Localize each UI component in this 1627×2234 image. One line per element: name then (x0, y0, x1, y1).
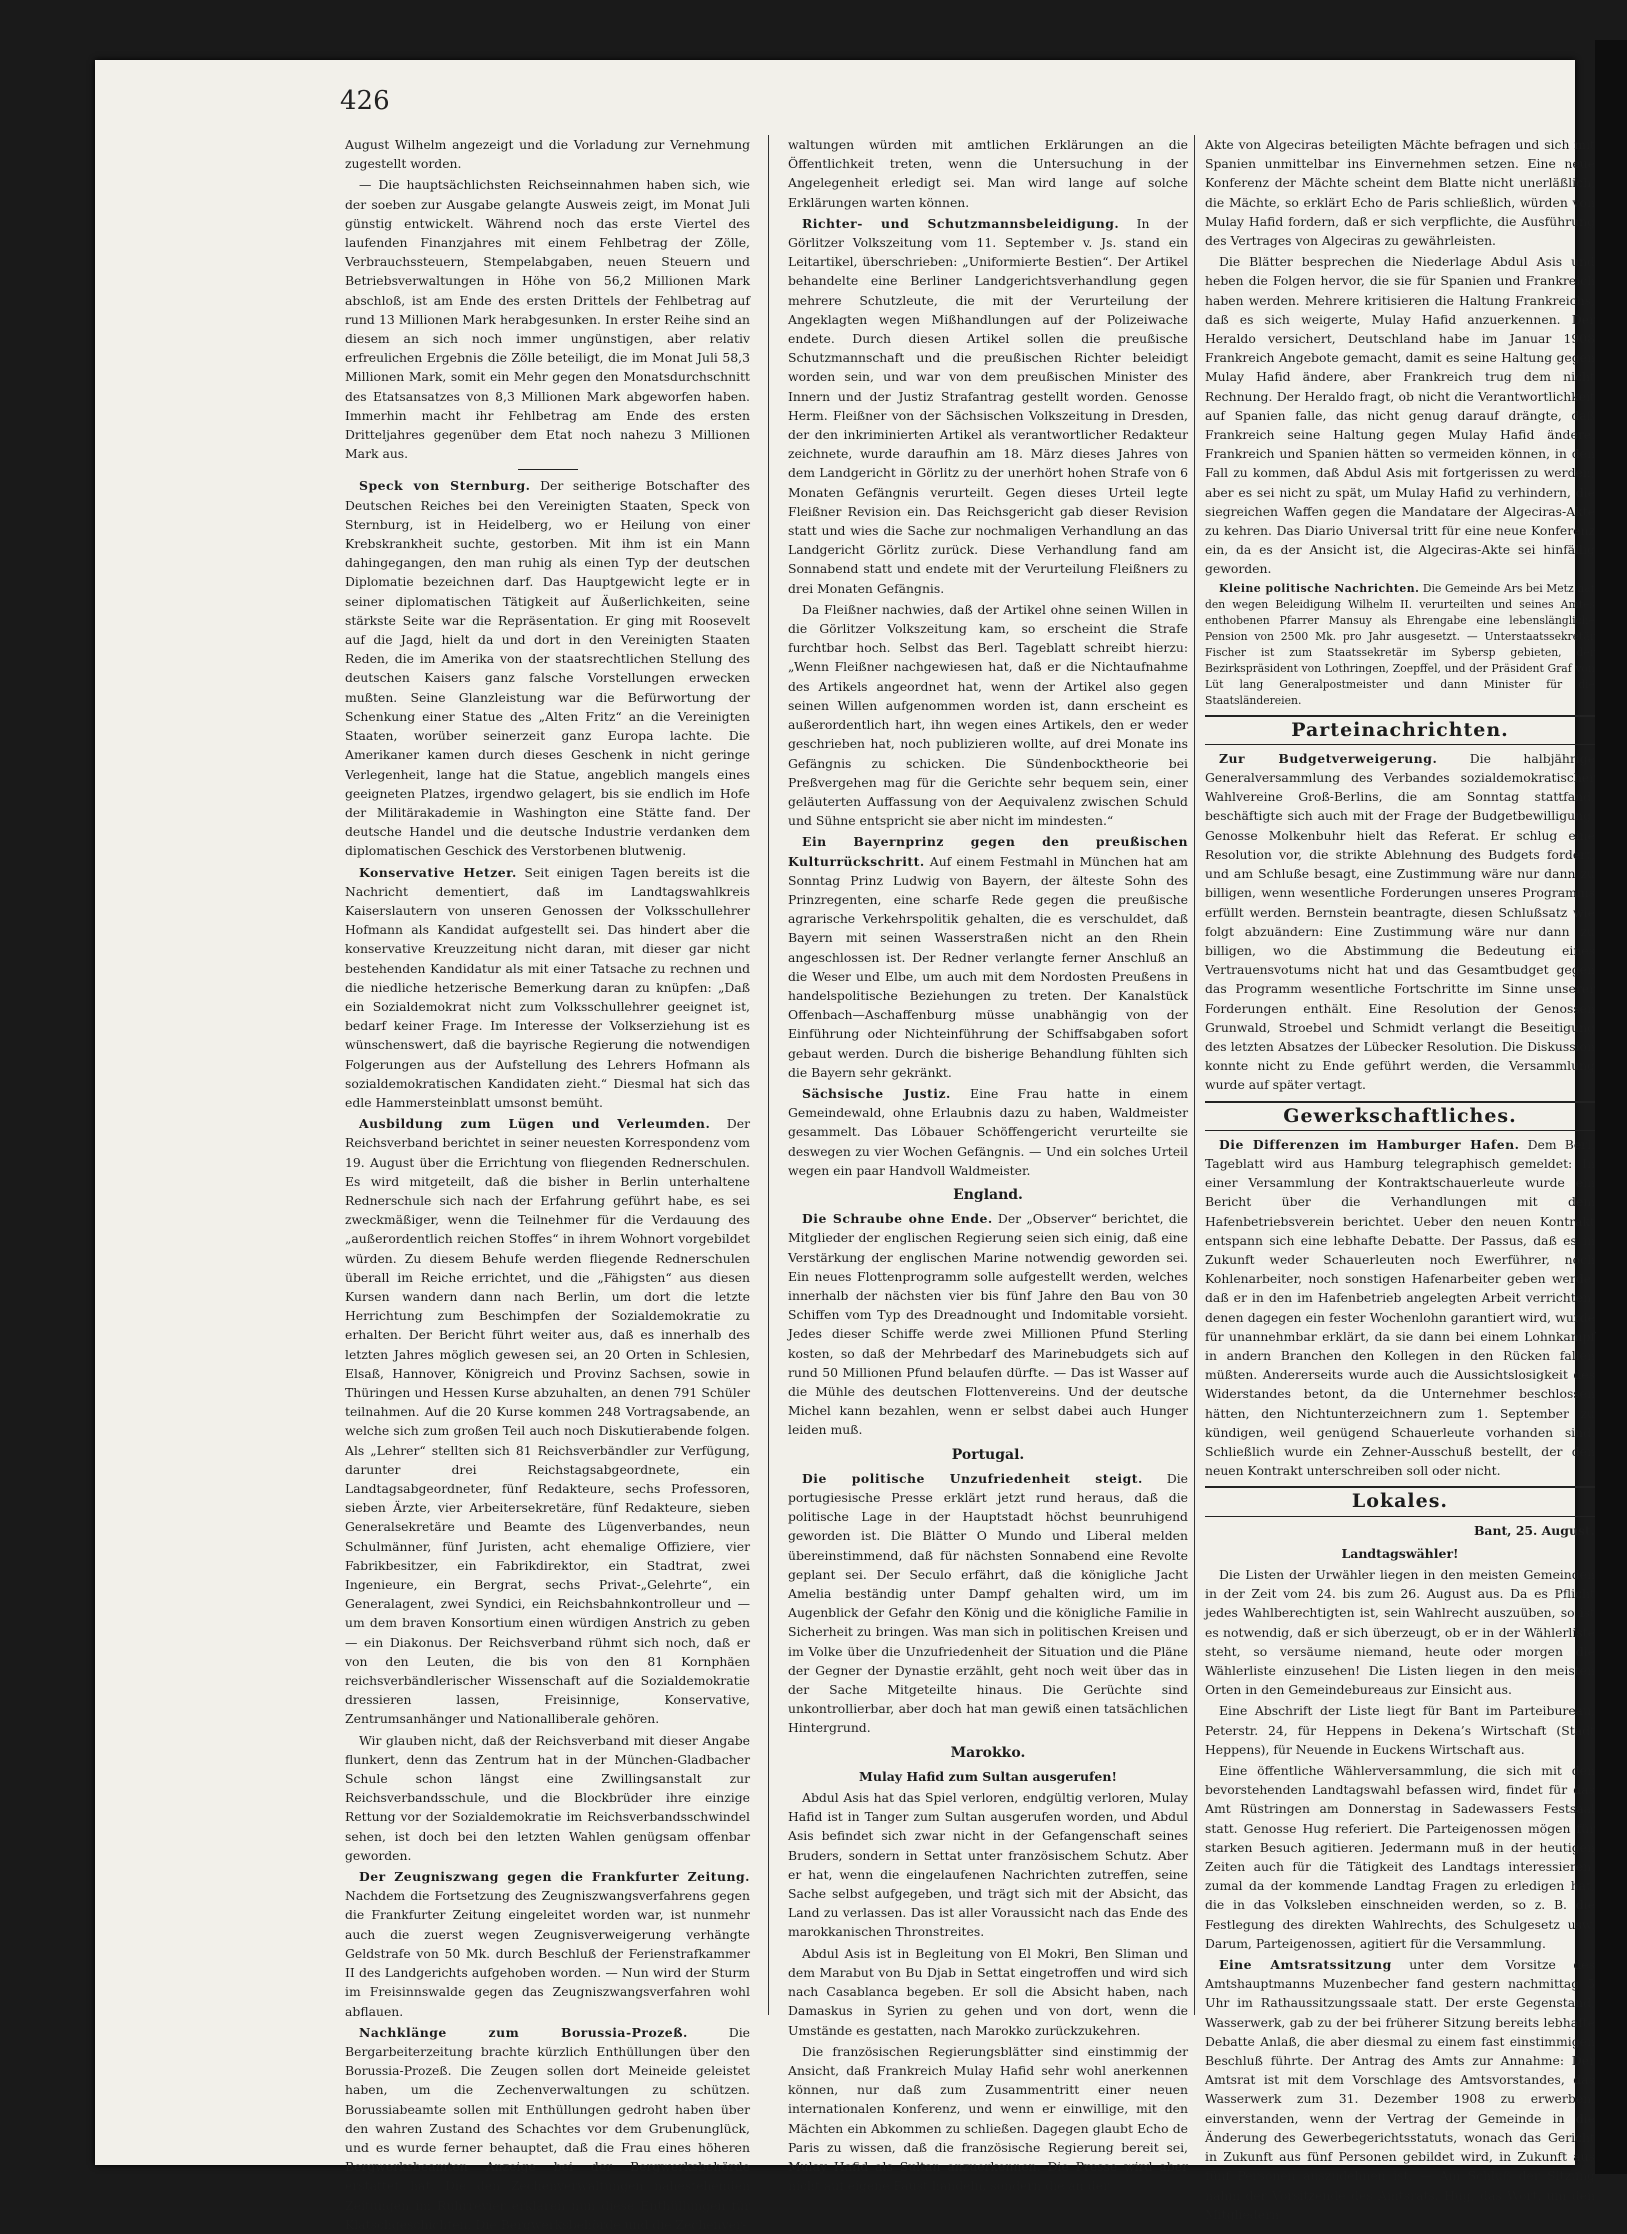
article-paragraph (788, 2042, 1188, 2196)
article-text: Akte von Algeciras beteiligten Mächte befragen und sich mit Spanien unmittelbar ins Einvernehmen setzen. Eine neue Konferenz der Mächte scheint dem Blatte nicht unerläßlich, die Mächte, so erklärt Echo de Paris schließlich, würden von Mulay Hafid fordern, daß er sich verpflichte, die Ausführung des Vertrages von Algeciras zu gewährleisten. (1205, 137, 1595, 249)
article-paragraph (345, 863, 750, 1113)
article-text: In der Görlitzer Volkszeitung vom 11. September v. Js. stand ein Leitartikel, überschrieben: „Uniformierte Bestien“. Der Artikel behandelte eine Berliner Landgerichtsverhandlung gegen mehrere Schutzleute, die mit der Verurteilung der Angeklagten wegen Mißhandlungen auf der Polizeiwache endete. Durch diesen Artikel sollen die preußische Schutzmannschaft und die preußischen Richter beleidigt worden sein, und war von dem preußischen Minister des Innern und der Justiz Strafantrag gestellt worden. Genosse Herm. Fleißner von der Sächsischen Volkszeitung in Dresden, der den inkriminierten Artikel als verantwortlicher Redakteur zeichnete, wurde daraufhin am 18. März dieses Jahres von dem Landgericht in Görlitz zu der unerhört hohen Strafe von 6 Monaten Gefängnis verurteilt. Gegen dieses Urteil legte Fleißner Revision ein. Das Reichsgericht gab dieser Revision statt und wies die Sache zur nochmaligen Verhandlung an das Landgericht Görlitz zurück. Diese Verhandlung fand am Sonnabend statt und endete mit der Verurteilung Fleißners zu drei Monaten Gefängnis. (788, 215, 1188, 596)
article-text: Die halbjährige Generalversammlung des Verbandes sozialdemokratischer Wahlvereine Groß-Berlins, die am Sonntag stattfand, beschäftigte sich auch mit der Frage der Budgetbewilligung. Genosse Molkenbuhr hielt das Referat. Er schlug eine Resolution vor, die strikte Ablehnung des Budgets fordert, und am Schluße besagt, eine Zustimmung wäre nur dann zu billigen, wenn wesentliche Forderungen unseres Programms erfüllt werden. Bernstein beantragte, diesen Schlußsatz wie folgt abzuändern: Eine Zustimmung wäre nur dann zu billigen, wo die Abstimmung die Bedeutung eines Vertrauensvotums nicht hat und das Gesamtbudget gegen das Programm wesentliche Fortschritte im Sinne unserer Forderungen enthält. Eine Resolution der Genossen Grunwald, Stroebel und Schmidt verlangt die Beseitigung des letzten Absatzes der Lübecker Resolution. Die Diskussion konnte nicht zu Ende geführt werden, die Versammlung wurde auf später vertagt. (1205, 750, 1596, 1093)
article-separator (518, 469, 578, 470)
article-text: Die portugiesische Presse erklärt jetzt rund heraus, daß die politische Lage in der Hauptstadt höchst beunruhigend geworden ist. Die Blätter O Mundo und Liberal melden übereinstimmend, daß für nächsten Sonnabend eine Revolte geplant sei. Der Seculo erfährt, daß die königliche Jacht Amelia beständig unter Dampf gehalten wird, um im Augenblick der Gefahr den König und die königliche Familie in Sicherheit zu bringen. Was man sich in politischen Kreisen und im Volke über die Unzufriedenheit der Situation und die Pläne der Gegner der Dynastie erzählt, geht noch weit über das in der Sache Mitgeteilte hinaus. Die Gerüchte sind unkontrollierbar, aber doch hat man gewiß einen tatsächlichen Hintergrund. (788, 1470, 1188, 1736)
subheading: Mulay Hafid zum Sultan ausgerufen! (859, 1768, 1117, 1784)
article-paragraph (345, 476, 750, 860)
column-2 (788, 135, 1188, 2194)
article-paragraph (788, 214, 1188, 598)
article-paragraph (345, 1867, 750, 2021)
article-text: Die Listen der Urwähler liegen in den meisten Gemeinden in der Zeit vom 24. bis zum 26. August aus. Da es Pflicht jedes Wahlberechtigten ist, sein Wahlrecht auszuüben, so ist es notwendig, daß er sich überzeugt, ob er in der Wählerliste steht, so versäume niemand, heute oder morgen die Wählerliste einzusehen! Die Listen liegen in den meisten Orten in den Gemeindebureaus zur Einsicht aus. (1205, 1567, 1595, 1698)
article-headline: Kleine politische Nachrichten. (1219, 581, 1420, 595)
article-paragraph (788, 1209, 1188, 1439)
article-paragraph (788, 1944, 1188, 2040)
article-paragraph (1205, 1135, 1595, 1481)
article-text: Nachdem die Fortsetzung des Zeugniszwangsverfahrens gegen die Frankfurter Zeitung eingeleitet worden war, ist nunmehr auch die zuerst wegen Zeugnisverweigerung verhängte Geldstrafe von 50 Mk. durch Beschluß der Ferienstrafkammer II des Landgerichts aufgehoben worden. — Nun wird der Sturm im Freisinnswalde gegen das Zeugniszwangsverfahren wohl abflauen. (345, 1888, 750, 2019)
article-text: Eine öffentliche Wählerversammlung, die sich mit den bevorstehenden Landtagswahl befassen wird, findet für das Amt Rüstringen am Donnerstag in Sadewassers Festsaal statt. Genosse Hug referiert. Die Parteigenossen mögen für starken Besuch agitieren. Jedermann muß in der heutigen Zeiten auch für die Tätigkeit des Landtags interessieren, zumal da der kommende Landtag Fragen zu erledigen hat, die in das Volksleben einschneiden werden, so z. B. die Festlegung des direkten Wahlrechts, des Schulgesetz usw. Darum, Parteigenossen, agitiert für die Versammlung. (1205, 1763, 1595, 1951)
article-paragraph (345, 175, 750, 463)
article-paragraph (345, 2023, 750, 2234)
article-text: unter dem Vorsitze des Amtshauptmanns Muzenbecher fand gestern nachmittag 5 Uhr im Rathaussitzungssaale statt. Der erste Gegenstand, Wasserwerk, gab zu der bei früherer Sitzung bereits lebhafte Debatte Anlaß, die aber diesmal zu einem fast einstimmigen Beschluß führte. Der Antrag des Amts zur Annahme: Der Amtsrat ist mit dem Vorschlage des Amtsvorstandes, das Wasserwerk zum 31. Dezember 1908 zu erwerben, einverstanden, wenn der Vertrag der Gemeinde in die Änderung des Gewerbegerichtsstatuts, wonach das Gericht in Zukunft aus fünf Personen gebildet wird, in Zukunft aus fünf Personen auszudehnen ist. — Am Schluß der Sitzung nahm der Vorsitzende des Amtsrats, Hug, das Wort, um den Mitgliedern (1205, 1957, 1595, 2222)
article-headline: Die Differenzen im Hamburger Hafen. (1219, 1136, 1520, 1152)
article-text: waltungen würden mit amtlichen Erklärungen an die Öffentlichkeit treten, wenn die Untersuchung in der Angelegenheit erledigt sei. Man wird lange auf solche Erklärungen warten können. (788, 137, 1188, 210)
article-headline: Die Schraube ohne Ende. (802, 1211, 993, 1227)
article-headline: Zur Budgetverweigerung. (1219, 750, 1438, 766)
page-number: 426 (340, 86, 390, 116)
column-rule (1194, 135, 1195, 2015)
article-text: Die Gemeinde Ars bei Metz hat den wegen Beleidigung Wilhelm II. verurteilten und seines Amtes enthobenen Pfarrer Mansuy als Ehrengabe eine lebenslängliche Pension von 2500 Mk. pro Jahr ausgesetzt. — Unterstaatssekretär Fischer ist zum Staatssekretär im Sybersp gebieten, der Bezirkspräsident von Lothringen, Zoepffel, und der Präsident Graf von Lüt lang Generalpostmeister und dann Minister für die Staatsländereien. (1205, 581, 1596, 707)
section-heading: Marokko. (950, 1744, 1026, 1761)
article-text: Der „Observer“ berichtet, die Mitglieder der englischen Regierung seien sich einig, daß eine Verstärkung der englischen Marine notwendig geworden sei. Ein neues Flottenprogramm solle aufgestellt werden, welches innerhalb der nächsten vier bis fünf Jahre den Bau von 30 Schiffen vom Typ des Dreadnought und Indomitable vorsieht. Jedes dieser Schiffe werde zwei Millionen Pfund Sterling kosten, so daß der Mehrbedarf des Marinebudgets sich auf rund 50 Millionen Pfund belaufen dürfte. — Das ist Wasser auf die Mühle des deutschen Flottenvereins. Und der deutsche Michel kann bezahlen, wenn er selbst dabei auch Hunger leiden muß. (788, 1211, 1188, 1438)
article-headline: Ausbildung zum Lügen und Verleumden. (359, 1116, 711, 1132)
article-paragraph (1205, 1565, 1595, 1699)
article-headline: Nachklänge zum Borussia-Prozeß. (359, 2024, 688, 2040)
article-paragraph (1205, 1761, 1595, 1953)
article-text: Auf einem Festmahl in München hat am Sonntag Prinz Ludwig von Bayern, der älteste Sohn des Prinzregenten, eine scharfe Rede gegen die preußische agrarische Verkehrspolitik gehalten, die es verschuldet, daß Bayern mit seinen Wasserstraßen nicht an den Rhein angeschlossen ist. Der Redner verlangte ferner Anschluß an die Weser und Elbe, um auch mit dem Nordosten Preußens in handelspolitische Beziehungen zu treten. Der Kanalstück Offenbach—Aschaffenburg müsse unabhängig von der Einführung oder Nichteinführung der Schiffsabgaben sofort gebaut werden. Durch die bisherige Behandlung fühlten sich die Bayern sehr gekränkt. (788, 853, 1188, 1080)
section-heading: Parteinachrichten. (1205, 715, 1595, 745)
column-1 (345, 135, 750, 2232)
article-paragraph (788, 1084, 1188, 1180)
article-headline: Richter- und Schutzmannsbeleidigung. (802, 215, 1120, 231)
column-3 (1205, 135, 1596, 2222)
article-headline: Die politische Unzufriedenheit steigt. (802, 1470, 1143, 1486)
article-paragraph (1205, 1701, 1595, 1759)
article-headline: Sächsische Justiz. (802, 1085, 951, 1101)
article-paragraph (788, 832, 1188, 1082)
article-paragraph (345, 135, 750, 173)
article-text: Wir glauben nicht, daß der Reichsverband mit dieser Angabe flunkert, denn das Zentrum hat in der München-Gladbacher Schule schon längst eine Zwillingsanstalt zur Reichsverbandsschule, und die Blockbrüder ihre einzige Rettung vor der Sozialdemokratie im Reichsverbandsschwindel sehen, ist doch bei den letzten Wahlen genügsam offenbar geworden. (345, 1732, 750, 1863)
article-paragraph (1205, 252, 1595, 578)
article-paragraph (1205, 135, 1595, 250)
article-text: August Wilhelm angezeigt und die Vorladung zur Vernehmung zugestellt worden. (345, 137, 750, 172)
article-text: Die französischen Regierungsblätter sind einstimmig der Ansicht, daß Frankreich Mulay Hafid sehr wohl anerkennen können, nur daß zum Zusammentritt einer neuen internationalen Konferenz, und wenn er einwillige, mit den Mächten ein Abkommen zu schließen. Dagegen glaubt Echo de Paris zu wissen, daß die französische Regierung bereit sei, Mulay Hafid als Sultan anzuerkennen. Die Presse wird aber nicht auf eigene Faust handeln, sondern die an der (788, 2043, 1188, 2194)
section-heading: Portugal. (951, 1446, 1025, 1463)
article-paragraph (1205, 1955, 1595, 2224)
article-paragraph (788, 600, 1188, 830)
column-rule (768, 135, 769, 2015)
article-paragraph (1205, 749, 1595, 1095)
article-text: Die Bergarbeiterzeitung brachte kürzlich Enthüllungen über den Borussia-Prozeß. Die Zeugen sollen dort Meineide geleistet haben, um die Zechenverwaltungen zu schützen. Borussiabeamte sollen mit Enthüllungen gedroht haben über den wahren Zustand des Schachtes vor dem Grubenunglück, und es wurde ferner behauptet, daß die Frau eines höheren Bergwerksbeamten Anzeige bei der Bergwerksbehörde erstattet hat. Die den Zechenverwaltungen nahestehenden Zeitungen im Ruhrrevier erklären nun diese Enthüllungen für Klatschgeschichten. Die Bergwerksbehörde und die Zechenver- (345, 2024, 750, 2232)
article-headline: Speck von Sternburg. (359, 478, 531, 494)
article-paragraph (788, 135, 1188, 212)
article-paragraph (345, 1114, 750, 1729)
article-text: Dem Berl. Tageblatt wird aus Hamburg telegraphisch gemeldet: In einer Versammlung der Kontraktschauerleute wurde ein Bericht über die Verhandlungen mit dem Hafenbetriebsverein berichtet. Ueber den neuen Kontrakt entspann sich eine lebhafte Debatte. Der Passus, daß es in Zukunft weder Schauerleuten noch Ewerführer, noch Kohlenarbeiter, noch sonstigen Hafenarbeiter geben werde, daß er in den im Hafenbetrieb angelegten Arbeit verrichten, denen dagegen ein fester Wochenlohn garantiert wird, wurde für unannehmbar erklärt, da sie dann bei einem Lohnkampf in andern Branchen den Kollegen in den Rücken fallen müßten. Andererseits wurde auch die Aussichtslosigkeit des Widerstandes betont, da die Unternehmer beschlossen hätten, den Nichtunterzeichnern zum 1. September zu kündigen, weil genügend Schauerleute vorhanden sind. Schließlich wurde ein Zehner-Ausschuß bestellt, der den neuen Kontrakt unterschreiben soll oder nicht. (1205, 1136, 1595, 1479)
article-paragraph (345, 1731, 750, 1865)
article-text: Abdul Asis ist in Begleitung von El Mokri, Ben Sliman und dem Marabut von Bu Djab in Settat eingetroffen und wird sich nach Casablanca begeben. Er soll die Absicht haben, nach Damaskus in Syrien zu gehen und von dort, wenn die Umstände es gestatten, nach Marokko zurückzukehren. (788, 1945, 1188, 2038)
dateline: Bant, 25. August. (1473, 1522, 1595, 1538)
article-headline: Konservative Hetzer. (359, 864, 517, 880)
subheading: Landtagswähler! (1341, 1545, 1459, 1561)
article-text: Abdul Asis hat das Spiel verloren, endgültig verloren, Mulay Hafid ist in Tanger zum Sultan ausgerufen worden, und Abdul Asis befindet sich zwar nicht in der Gefangenschaft seines Bruders, sondern in Settat unter französischem Schutz. Aber er hat, wenn die eingelaufenen Nachrichten zutreffen, seine Sache selbst aufgegeben, und trägt sich mit der Absicht, das Land zu verlassen. Das ist aller Voraussicht nach das Ende des marokkanischen Thronstreites. (788, 1790, 1188, 1940)
section-heading: England. (953, 1186, 1023, 1203)
article-text: Da Fleißner nachwies, daß der Artikel ohne seinen Willen in die Görlitzer Volkszeitung kam, so erscheint die Strafe furchtbar hoch. Selbst das Berl. Tageblatt schreibt hierzu: „Wenn Fleißner nachgewiesen hat, daß er die Nichtaufnahme des Artikels angeordnet hat, wenn der Artikel also gegen seinen Willen aufgenommen worden ist, dann erscheint es außerordentlich hart, ihn wegen eines Artikels, den er weder geschrieben hat, noch publizieren wollte, auf drei Monate ins Gefängnis zu schicken. Die Sündenbocktheorie bei Preßvergehen mag für die Gerichte sehr bequem sein, einer geläuterten Auffassung von der Aequivalenz zwischen Schuld und Sühne entspricht sie aber nicht im mindesten.“ (788, 601, 1188, 829)
section-heading: Gewerkschaftliches. (1205, 1101, 1595, 1131)
article-headline: Eine Amtsratssitzung (1219, 1957, 1392, 1973)
section-heading: Lokales. (1205, 1486, 1595, 1516)
scan-edge (1595, 40, 1627, 2174)
article-headline: Der Zeugniszwang gegen die Frankfurter Zeitung. (359, 1869, 750, 1885)
article-text: — Die hauptsächlichsten Reichseinnahmen haben sich, wie der soeben zur Ausgabe gelangte Ausweis zeigt, im Monat Juli günstig entwickelt. Während noch das erste Viertel des laufenden Finanzjahres mit einem Fehlbetrag der Zölle, Verbrauchssteuern, Stempelabgaben, neuen Steuern und Betriebsverwaltungen in Höhe von 56,2 Millionen Mark abschloß, ist am Ende des ersten Drittels der Fehlbetrag auf rund 13 Millionen Mark herabgesunken. In erster Reihe sind an diesem an sich noch immer ungünstigen, aber relativ erfreulichen Ergebnis die Zölle beteiligt, die im Monat Juli 58,3 Millionen Mark, somit ein Mehr gegen den Monatsdurchschnitt des Etatsansatzes von 8,3 Millionen Mark abgeworfen haben. Immerhin macht ihr Fehlbetrag am Ende des ersten Dritteljahres gegenüber dem Etat noch nahezu 3 Millionen Mark aus. (345, 177, 750, 462)
article-text: Eine Frau hatte in einem Gemeindewald, ohne Erlaubnis dazu zu haben, Waldmeister gesammelt. Das Löbauer Schöffengericht verurteilte sie deswegen zu vier Wochen Gefängnis. — Und ein solches Urteil wegen ein paar Handvoll Waldmeister. (788, 1085, 1188, 1178)
article-headline: Ein Bayernprinz gegen den preußischen Kulturrückschritt. (788, 834, 1188, 869)
article-text: Eine Abschrift der Liste liegt für Bant im Parteibureau, Peterstr. 24, für Heppens in Dekena’s Wirtschaft (Stadt Heppens), für Neuende in Euckens Wirtschaft aus. (1205, 1703, 1595, 1757)
article-text: Der Reichsverband berichtet in seiner neuesten Korrespondenz vom 19. August über die Errichtung von fliegenden Rednerschulen. Es wird mitgeteilt, daß die bisher in Berlin unterhaltene Rednerschule sich nach der Erfahrung geführt habe, es sei zweckmäßiger, wenn die Teilnehmer für die Verdauung des „außerordentlich reichen Stoffes“ in ihrem Wohnort vorgebildet würden. Zu diesem Behufe werden fliegende Rednerschulen überall im Reiche errichtet, und die „Fähigsten“ aus diesen Kursen wandern dann nach Berlin, um dort die letzte Herrichtung zum Beschimpfen der Sozialdemokratie zu erhalten. Der Bericht führt weiter aus, daß es innerhalb des letzten Jahres möglich gewesen sei, an 20 Orten in Schlesien, Elsaß, Hannover, Königreich und Provinz Sachsen, sowie in Thüringen und Hessen Kurse abzuhalten, an denen 791 Schüler teilnahmen. Auf die 20 Kurse kommen 248 Vortragsabende, an welche sich zum großen Teil auch noch Diskutierabende folgen. Als „Lehrer“ stellten sich 81 Reichsverbändler zur Verfügung, darunter drei Reichstagsabgeordnete, ein Landtagsabgeordneter, fünf Redakteure, sechs Professoren, sieben Ärzte, vier Arbeitersekretäre, fünf Redakteure, sieben Generalsekretäre und Beamte des Lügenverbandes, neun Schulmänner, fünf Juristen, acht ehemalige Offiziere, vier Fabrikbesitzer, ein Fabrikdirektor, ein Stadtrat, zwei Ingenieure, ein Bergrat, sechs Privat-„Gelehrte“, ein Generalagent, zwei Syndici, ein Reichsbahnkontrolleur und — um dem braven Konsortium einen würdigen Anstrich zu geben — ein Diakonus. Der Reichsverband rühmt sich noch, daß er von den Leuten, die bis von den 81 Kornphäen reichsverbändlerischer Wissenschaft auf die Sozialdemokratie dressieren lassen, Freisinnige, Konservative, Zentrumsanhänger und Nationalliberale gehören. (345, 1116, 750, 1727)
article-paragraph (788, 1788, 1188, 1942)
article-text: Der seitherige Botschafter des Deutschen Reiches bei den Vereinigten Staaten, Speck von Sternburg, ist in Heidelberg, wo er Heilung von einer Krebskrankheit suchte, gestorben. Mit ihm ist ein Mann dahingegangen, den man ruhig als einen Typ der deutschen Diplomatie bezeichnen darf. Das Hauptgewicht legte er in seiner diplomatischen Tätigkeit auf Äußerlichkeiten, seine stärkste Seite war die Repräsentation. Er ging mit Roosevelt auf die Jagd, hielt da und dort in den Vereinigten Staaten Reden, die im Amerika von der staatsrechtlichen Stellung des deutschen Kaisers ganz falsche Vorstellungen erwecken mußten. Seine Glanzleistung war die Befürwortung der Schenkung einer Statue des „Alten Fritz“ an die Vereinigten Staaten, worüber seinerzeit ganz Europa lachte. Die Amerikaner kamen durch dieses Geschenk in nicht geringe Verlegenheit, lange hat die Statue, angeblich mangels eines geeigneten Platzes, irgendwo gelagert, bis sie endlich im Hofe der Militärakademie in Washington eine Stätte fand. Der deutsche Handel und die deutsche Industrie verdanken dem diplomatischen Geschick des Verstorbenen blutwenig. (345, 478, 750, 859)
article-paragraph (788, 1469, 1188, 1738)
article-text: Seit einigen Tagen bereits ist die Nachricht dementiert, daß im Landtagswahlkreis Kaiserslautern von unseren Genossen der Volksschullehrer Hofmann als Kandidat aufgestellt sei. Das hindert aber die konservative Kreuzzeitung nicht daran, mit dieser gar nicht bestehenden Kandidatur als mit einer Tatsache zu rechnen und die niedliche hetzerische Bemerkung daran zu knüpfen: „Daß ein Sozialdemokrat nicht zum Volksschullehrer geeignet ist, bedarf keiner Frage. Im Interesse der Volkserziehung ist es wünschenswert, daß die bayrische Regierung die notwendigen Folgerungen aus der Aufstellung des Lehrers Hofmann als sozialdemokratischen Kandidaten zieht.“ Diesmal hat sich das edle Hammersteinblatt umsonst bemüht. (345, 864, 750, 1110)
article-text: Die Blätter besprechen die Niederlage Abdul Asis und heben die Folgen hervor, die sie für Spanien und Frankreich haben werden. Mehrere kritisieren die Haltung Frankreichs, daß es sich weigerte, Mulay Hafid anzuerkennen. Der Heraldo versichert, Deutschland habe im Januar 1908 Frankreich Angebote gemacht, damit es seine Haltung gegen Mulay Hafid ändere, aber Frankreich trug dem nicht Rechnung. Der Heraldo fragt, ob nicht die Verantwortlichkeit auf Spanien falle, das nicht genug darauf drängte, daß Frankreich seine Haltung gegen Mulay Hafid ändere. Frankreich und Spanien hätten so vermeiden können, in den Fall zu kommen, daß Abdul Asis mit fortgerissen zu werden; aber es sei nicht zu spät, um Mulay Hafid zu verhindern, die siegreichen Waffen gegen die Mandatare der Algeciras-Akte zu kehren. Das Diario Universal tritt für eine neue Konferenz ein, da es der Ansicht ist, die Algeciras-Akte sei hinfällig geworden. (1205, 254, 1595, 577)
article-paragraph (1205, 581, 1595, 709)
